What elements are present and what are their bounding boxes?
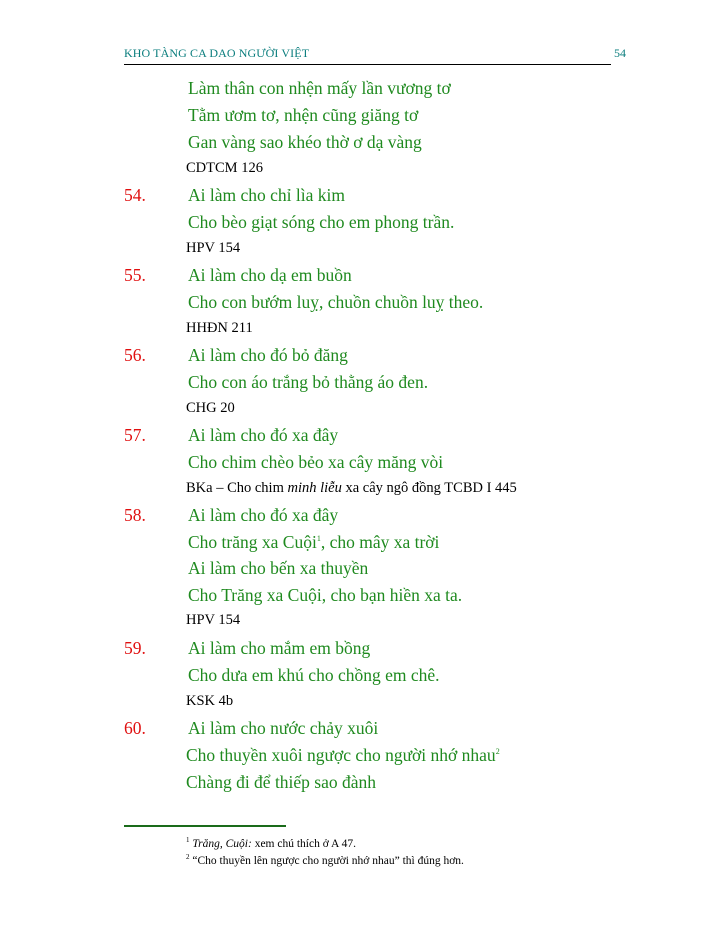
source-citation: KSK 4b [186,693,234,709]
page-header [124,44,611,65]
verse-line: Cho trăng xa Cuội$^1$, cho mây xa trời [188,532,440,552]
verse-line: Gan vàng sao khéo thờ ơ dạ vàng [188,132,422,152]
poem-number: 55. [124,265,146,285]
verse-line: Làm thân con nhện mấy lần vương tơ [188,78,451,98]
poem-number: 60. [124,718,146,738]
footnote: $^2$ “Cho thuyền lên ngược cho người nhớ nhau” thì đúng hơn. [186,853,464,867]
verse-line: Tằm ươm tơ, nhện cũng giăng tơ [188,105,419,125]
verse-line: Cho dưa em khú cho chồng em chê. [188,665,440,685]
poem-number: 56. [124,345,146,365]
verse-line: Cho con áo trắng bỏ thằng áo đen. [188,372,429,392]
poem-number: 59. [124,638,146,658]
verse-line: Cho Trăng xa Cuội, cho bạn hiền xa ta. [188,585,463,605]
source-citation: BKa – Cho chim minh liễu xa cây ngô đồng TCBD I 445 [186,480,517,496]
verse-line: Ai làm cho nước chảy xuôi [188,718,379,738]
footnote-ref[interactable]: 2 [495,747,500,757]
verse-line: Ai làm cho đó xa đây [188,425,339,445]
page-number: 54 [614,46,626,60]
source-citation: HHĐN 211 [186,320,253,336]
source-citation: CDTCM 126 [186,160,263,176]
source-citation: HPV 154 [186,612,241,628]
poem-number: 54. [124,185,146,205]
footnote-divider [124,825,286,827]
footnote: $^1$ Trăng, Cuội: xem chú thích ở A 47. [186,836,356,850]
verse-line: Cho chim chèo bẻo xa cây măng vòi [188,452,444,472]
verse-line: Chàng đi để thiếp sao đành [186,772,377,792]
verse-line: Ai làm cho bến xa thuyền [188,558,369,578]
verse-line: Ai làm cho mắm em bồng [188,638,371,658]
verse-line: Ai làm cho chỉ lìa kim [188,185,345,205]
verse-line: Ai làm cho đó xa đây [188,505,339,525]
book-title: KHO TÀNG CA DAO NGƯỜI VIỆT [124,46,310,60]
verse-line: Ai làm cho dạ em buồn [188,265,352,285]
footnote-ref[interactable]: 1 [316,534,321,544]
source-citation: HPV 154 [186,240,241,256]
verse-line: Cho bèo giạt sóng cho em phong trần. [188,212,455,232]
source-citation: CHG 20 [186,400,235,416]
poem-number: 58. [124,505,146,525]
verse-line: Cho thuyền xuôi ngược cho người nhớ nhau$^2$ [186,745,500,765]
poem-number: 57. [124,425,146,445]
verse-line: Cho con bướm luỵ, chuồn chuồn luỵ theo. [188,292,484,312]
verse-line: Ai làm cho đó bỏ đăng [188,345,348,365]
